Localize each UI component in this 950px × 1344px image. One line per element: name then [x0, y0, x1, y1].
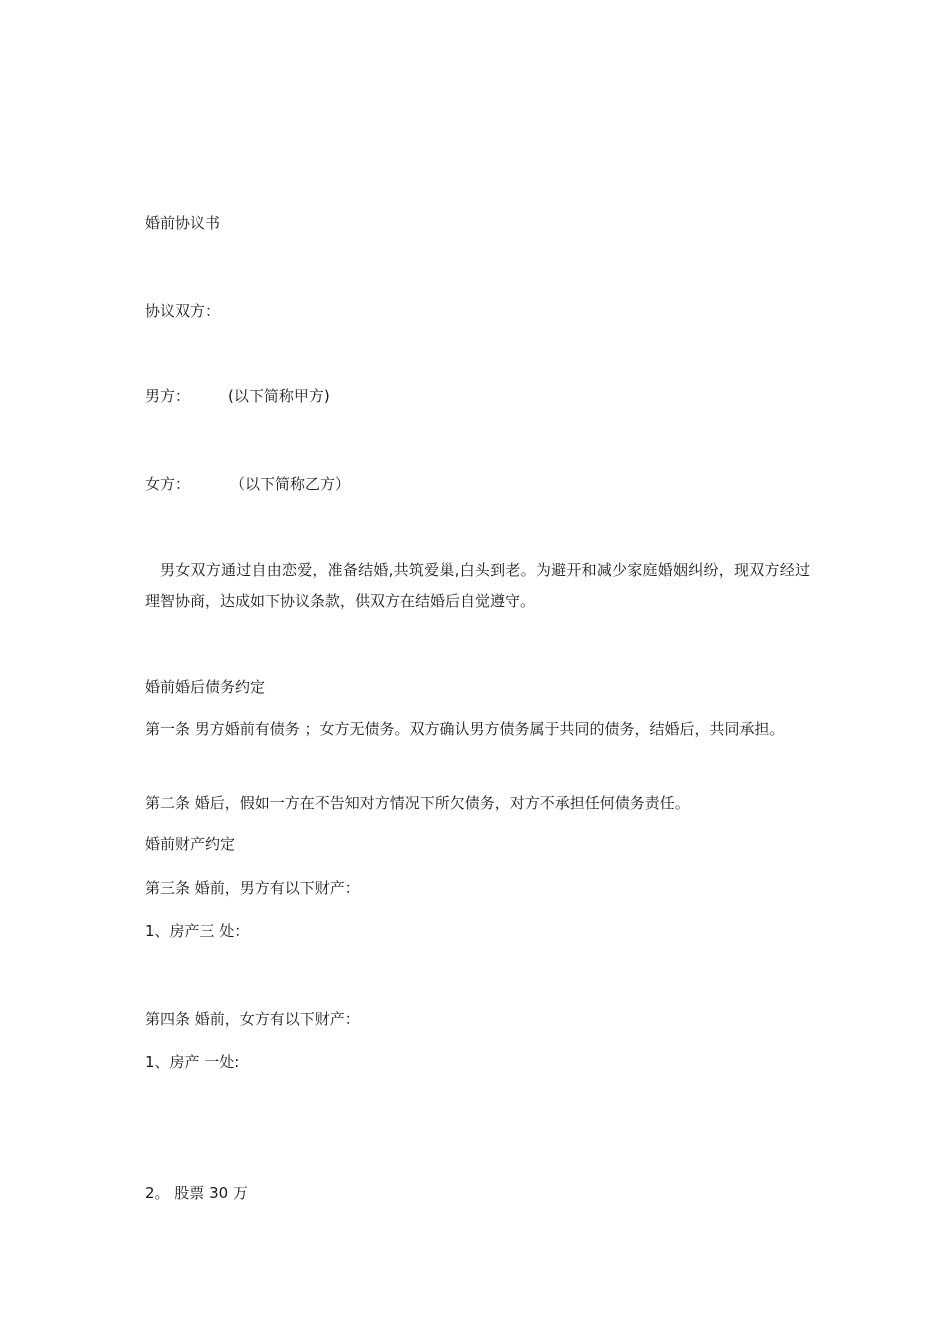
intro-paragraph: 男女双方通过自由恋爱，准备结婚,共筑爱巢,白头到老。为避开和减少家庭婚姻纠纷，现双方经过理智协商，达成如下协议条款，供双方在结婚后自觉遵守。 — [145, 561, 810, 610]
husband-line — [145, 385, 330, 407]
husband-label: 男方： — [145, 387, 191, 405]
article-1: 第一条 男方婚前有债务 ；女方无债务。双方确认男方债务属于共同的债务，结婚后，共同承担。 — [145, 720, 785, 738]
article-2: 第二条 婚后，假如一方在不告知对方情况下所欠债务，对方不承担任何债务责任。 — [145, 794, 690, 812]
article-4-item-1: 1、房产 一处: — [145, 1053, 240, 1071]
wife-label: 女方： — [145, 475, 191, 493]
wife-note: （以下简称乙方） — [230, 475, 351, 493]
section-property-heading: 婚前财产约定 — [145, 835, 236, 853]
document-title: 婚前协议书 — [145, 214, 221, 232]
husband-note: (以下简称甲方) — [228, 387, 330, 405]
article-3-item-1: 1、房产三 处： — [145, 922, 250, 940]
wife-line — [145, 473, 350, 495]
section-debt-heading: 婚前婚后债务约定 — [145, 678, 266, 696]
article-4: 第四条 婚前，女方有以下财产： — [145, 1010, 360, 1028]
parties-heading: 协议双方： — [145, 302, 221, 320]
article-4-item-2: 2。 股票 30 万 — [145, 1184, 248, 1202]
article-3: 第三条 婚前，男方有以下财产： — [145, 879, 360, 897]
